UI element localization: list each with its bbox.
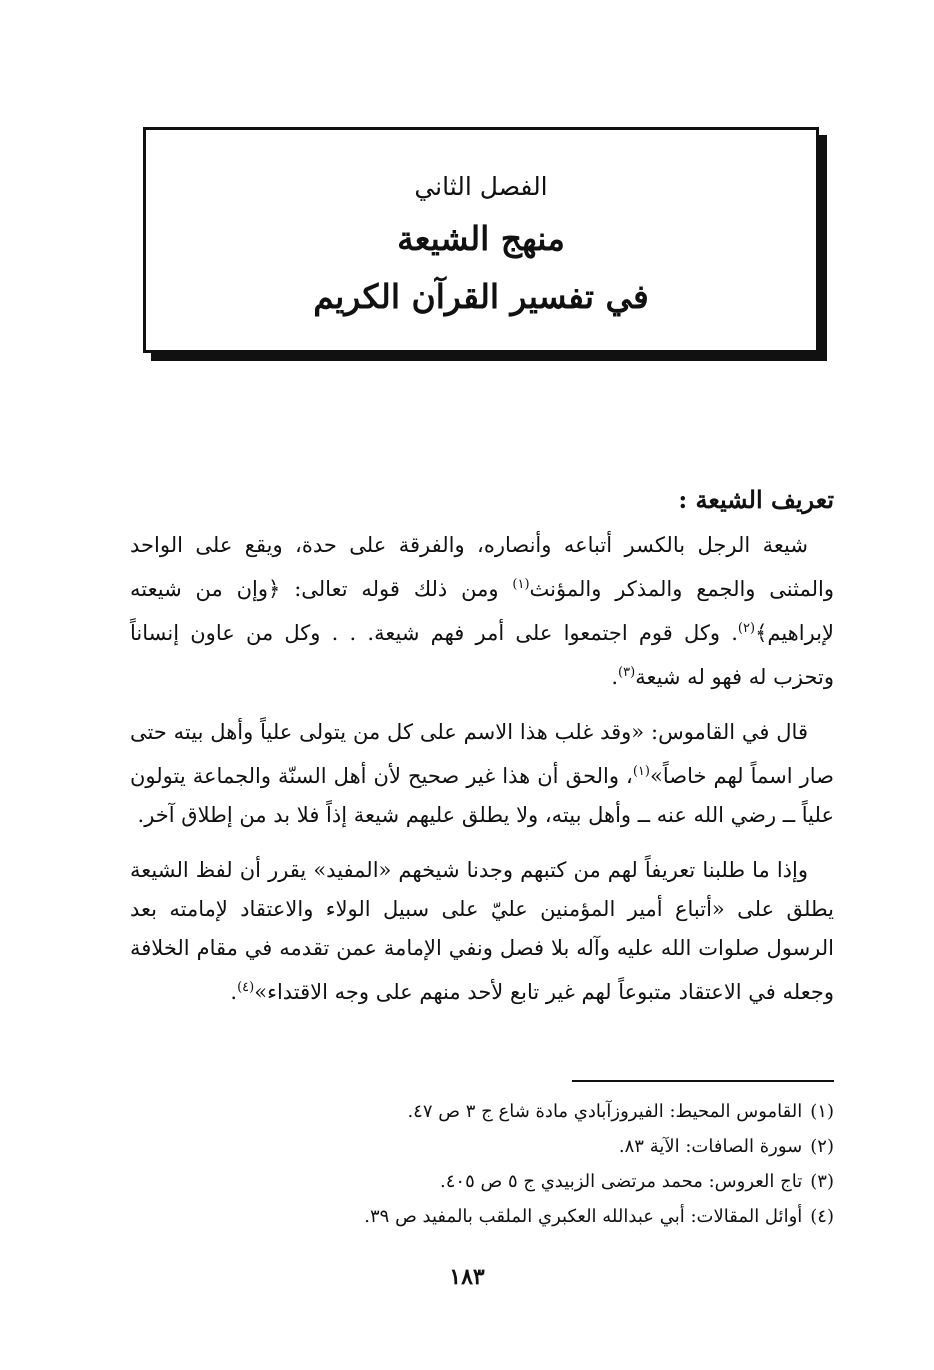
footnote-ref: (٣)	[618, 665, 636, 680]
footnote-separator	[572, 1080, 834, 1082]
footnote-ref: (٤)	[237, 980, 255, 995]
chapter-title-box	[143, 127, 819, 353]
paragraph-text: .	[230, 980, 238, 1004]
footnote-number: (٤)	[810, 1206, 834, 1227]
paragraph-text: .	[611, 665, 619, 689]
paragraph	[130, 851, 834, 1012]
paragraph-text: قال في القاموس: «وقد غلب هذا الاسم على كل من يتولى علياً وأهل بيته حتى صار اسماً لهم خاصاً»	[130, 720, 834, 788]
footnote-text: أوائل المقالات: أبي عبدالله العكبري الملقب بالمفيد ص ٣٩.	[364, 1206, 803, 1227]
paragraph-text: وإذا ما طلبنا تعريفاً لهم من كتبهم وجدنا شيخهم «المفيد» يقرر أن لفظ الشيعة يطلق على «أتباع أمير المؤمنين عليّ على سبيل الولاء والاعتقاد لإمامته بعد الرسول صلوات الله عليه وآله بلا فصل ونفي الإمامة عمن تقدمه في مقام الخلافة وجعله في الاعتقاد متبوعاً لهم غير تابع لأحد منهم على وجه الاقتداء»	[130, 858, 834, 1004]
paragraph	[130, 526, 834, 697]
paragraph-text: شيعة الرجل بالكسر أتباعه وأنصاره، والفرقة على حدة، ويقع على الواحد والمثنى والجمع والمذكر والمؤنث	[130, 533, 834, 601]
footnote-text: تاج العروس: محمد مرتضى الزبيدي ج ٥ ص ٤٠٥.	[440, 1171, 803, 1192]
footnote-ref: (١)	[512, 577, 530, 592]
footnote	[130, 1199, 834, 1234]
footnote-ref: (١)	[632, 764, 650, 779]
paragraph-text: ، والحق أن هذا غير صحيح لأن أهل السنّة والجماعة يتولون علياً ــ رضي الله عنه ــ وأهل بيته، ولا يطلق عليهم شيعة إذاً فلا بد من إطلاق آخر.	[130, 764, 834, 827]
page-number: ١٨٣	[449, 1264, 485, 1290]
paragraph-text: . وكل قوم اجتمعوا على أمر فهم شيعة. . . وكل من عاون إنساناً وتحزب له فهو له شيعة	[130, 621, 834, 689]
footnote-number: (١)	[810, 1101, 834, 1122]
paragraph-text: ومن ذلك قوله تعالى: ﴿وإن من شيعته لإبراهيم﴾	[130, 577, 834, 645]
footnote-ref: (٢)	[737, 621, 756, 636]
footnote-number: (٣)	[810, 1171, 834, 1192]
chapter-title: منهج الشيعة	[397, 219, 565, 258]
chapter-subtitle: في تفسير القرآن الكريم	[313, 277, 649, 316]
chapter-label: الفصل الثاني	[414, 172, 548, 201]
footnotes	[130, 1094, 834, 1234]
footnote	[130, 1129, 834, 1164]
paragraph	[130, 713, 834, 835]
footnote	[130, 1164, 834, 1199]
footnote-text: سورة الصافات: الآية ٨٣.	[618, 1136, 803, 1157]
footnote	[130, 1094, 834, 1129]
footnote-text: القاموس المحيط: الفيروزآبادي مادة شاع ج ٣ ص ٤٧.	[407, 1101, 803, 1122]
section-heading: تعريف الشيعة :	[678, 485, 834, 514]
main-content	[130, 478, 834, 1028]
footnote-number: (٢)	[810, 1136, 834, 1157]
